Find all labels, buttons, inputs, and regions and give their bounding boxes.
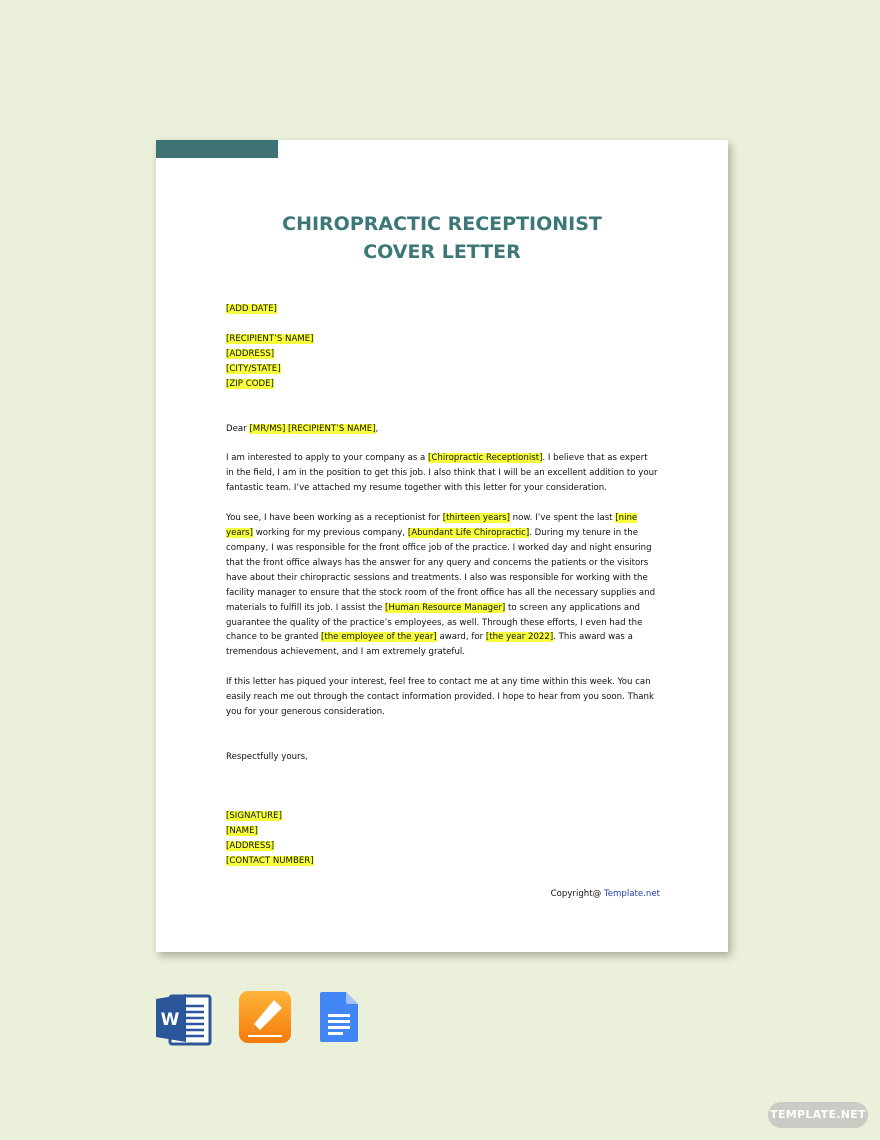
accent-bar <box>156 140 278 158</box>
sender-name: [NAME] <box>226 825 258 836</box>
paragraph-1: I am interested to apply to your company as a [Chiropractic Receptionist]. I believe that as expert in the field, I am in the position to get this job. I also think that I will be an excellent addition to your fantastic team. I’ve attached my resume together with this letter for your consideration. <box>226 453 658 494</box>
recipient-name: [RECIPIENT’S NAME] <box>226 333 314 344</box>
recipient-address: [ADDRESS] <box>226 348 275 359</box>
date-block <box>226 302 658 317</box>
prior-years-placeholder: [nine years] <box>226 513 638 539</box>
title-line-1: CHIROPRACTIC RECEPTIONIST <box>282 213 602 235</box>
template-net-watermark: TEMPLATE.NET <box>768 1102 868 1128</box>
title-line-2: COVER LETTER <box>363 241 521 263</box>
letter-page <box>156 140 728 952</box>
award-year-placeholder: [the year 2022] <box>485 632 554 643</box>
sender-address: [ADDRESS] <box>226 840 275 851</box>
paragraph-2: You see, I have been working as a receptionist for [thirteen years] now. I’ve spent the last [nine years] working for my previous company, [Abundant Life Chiropractic]. During my tenure in the company, I was responsible for the front office job of the practice. I worked day and night ensuring that the front office always has the answer for any query and concerns the patients or the visitors have about their chiropractic sessions and treatments. I also was responsible for working with the facility manager to ensure that the stock room of the front office has all the necessary supplies and materials to fulfill its job. I assist the [Human Resource Manager] to screen any applications and guarantee the quality of the practice’s employees, as well. Through these efforts, I even had the chance to be granted [the employee of the year] award, for [the year 2022]. This award was a tremendous achievement, and I am extremely grateful. <box>226 513 656 658</box>
company-placeholder: [Abundant Life Chiropractic] <box>407 528 530 539</box>
document-title <box>156 210 728 266</box>
years-placeholder: [thirteen years] <box>442 513 510 524</box>
date-placeholder: [ADD DATE] <box>226 304 277 314</box>
word-icon[interactable] <box>156 990 212 1046</box>
pages-icon[interactable] <box>238 990 292 1044</box>
manager-placeholder: [Human Resource Manager] <box>385 602 506 613</box>
salutation: Dear [MR/MS] [RECIPIENT’S NAME], <box>226 423 379 434</box>
award-placeholder: [the employee of the year] <box>321 632 437 643</box>
google-docs-icon[interactable] <box>318 990 360 1044</box>
recipient-block <box>226 332 658 392</box>
sender-block <box>226 809 658 869</box>
signature-placeholder: [SIGNATURE] <box>226 810 282 821</box>
letter-body <box>226 302 658 868</box>
paragraph-3: If this letter has piqued your interest, feel free to contact me at any time within this week. You can easily reach me out through the contact information provided. I hope to hear from you soon. Thank you for your generous consideration. <box>226 677 654 718</box>
svg-text:W: W <box>160 1010 180 1030</box>
recipient-city-state: [CITY/STATE] <box>226 363 281 374</box>
sender-contact: [CONTACT NUMBER] <box>226 855 314 866</box>
salutation-name: [MR/MS] [RECIPIENT’S NAME] <box>249 423 376 434</box>
recipient-zip: [ZIP CODE] <box>226 378 274 389</box>
position-placeholder: [Chiropractic Receptionist] <box>428 453 543 464</box>
copyright-link[interactable]: Template.net <box>603 889 660 899</box>
copyright: Copyright@ Template.net <box>550 889 660 899</box>
closing: Respectfully yours, <box>226 751 308 762</box>
